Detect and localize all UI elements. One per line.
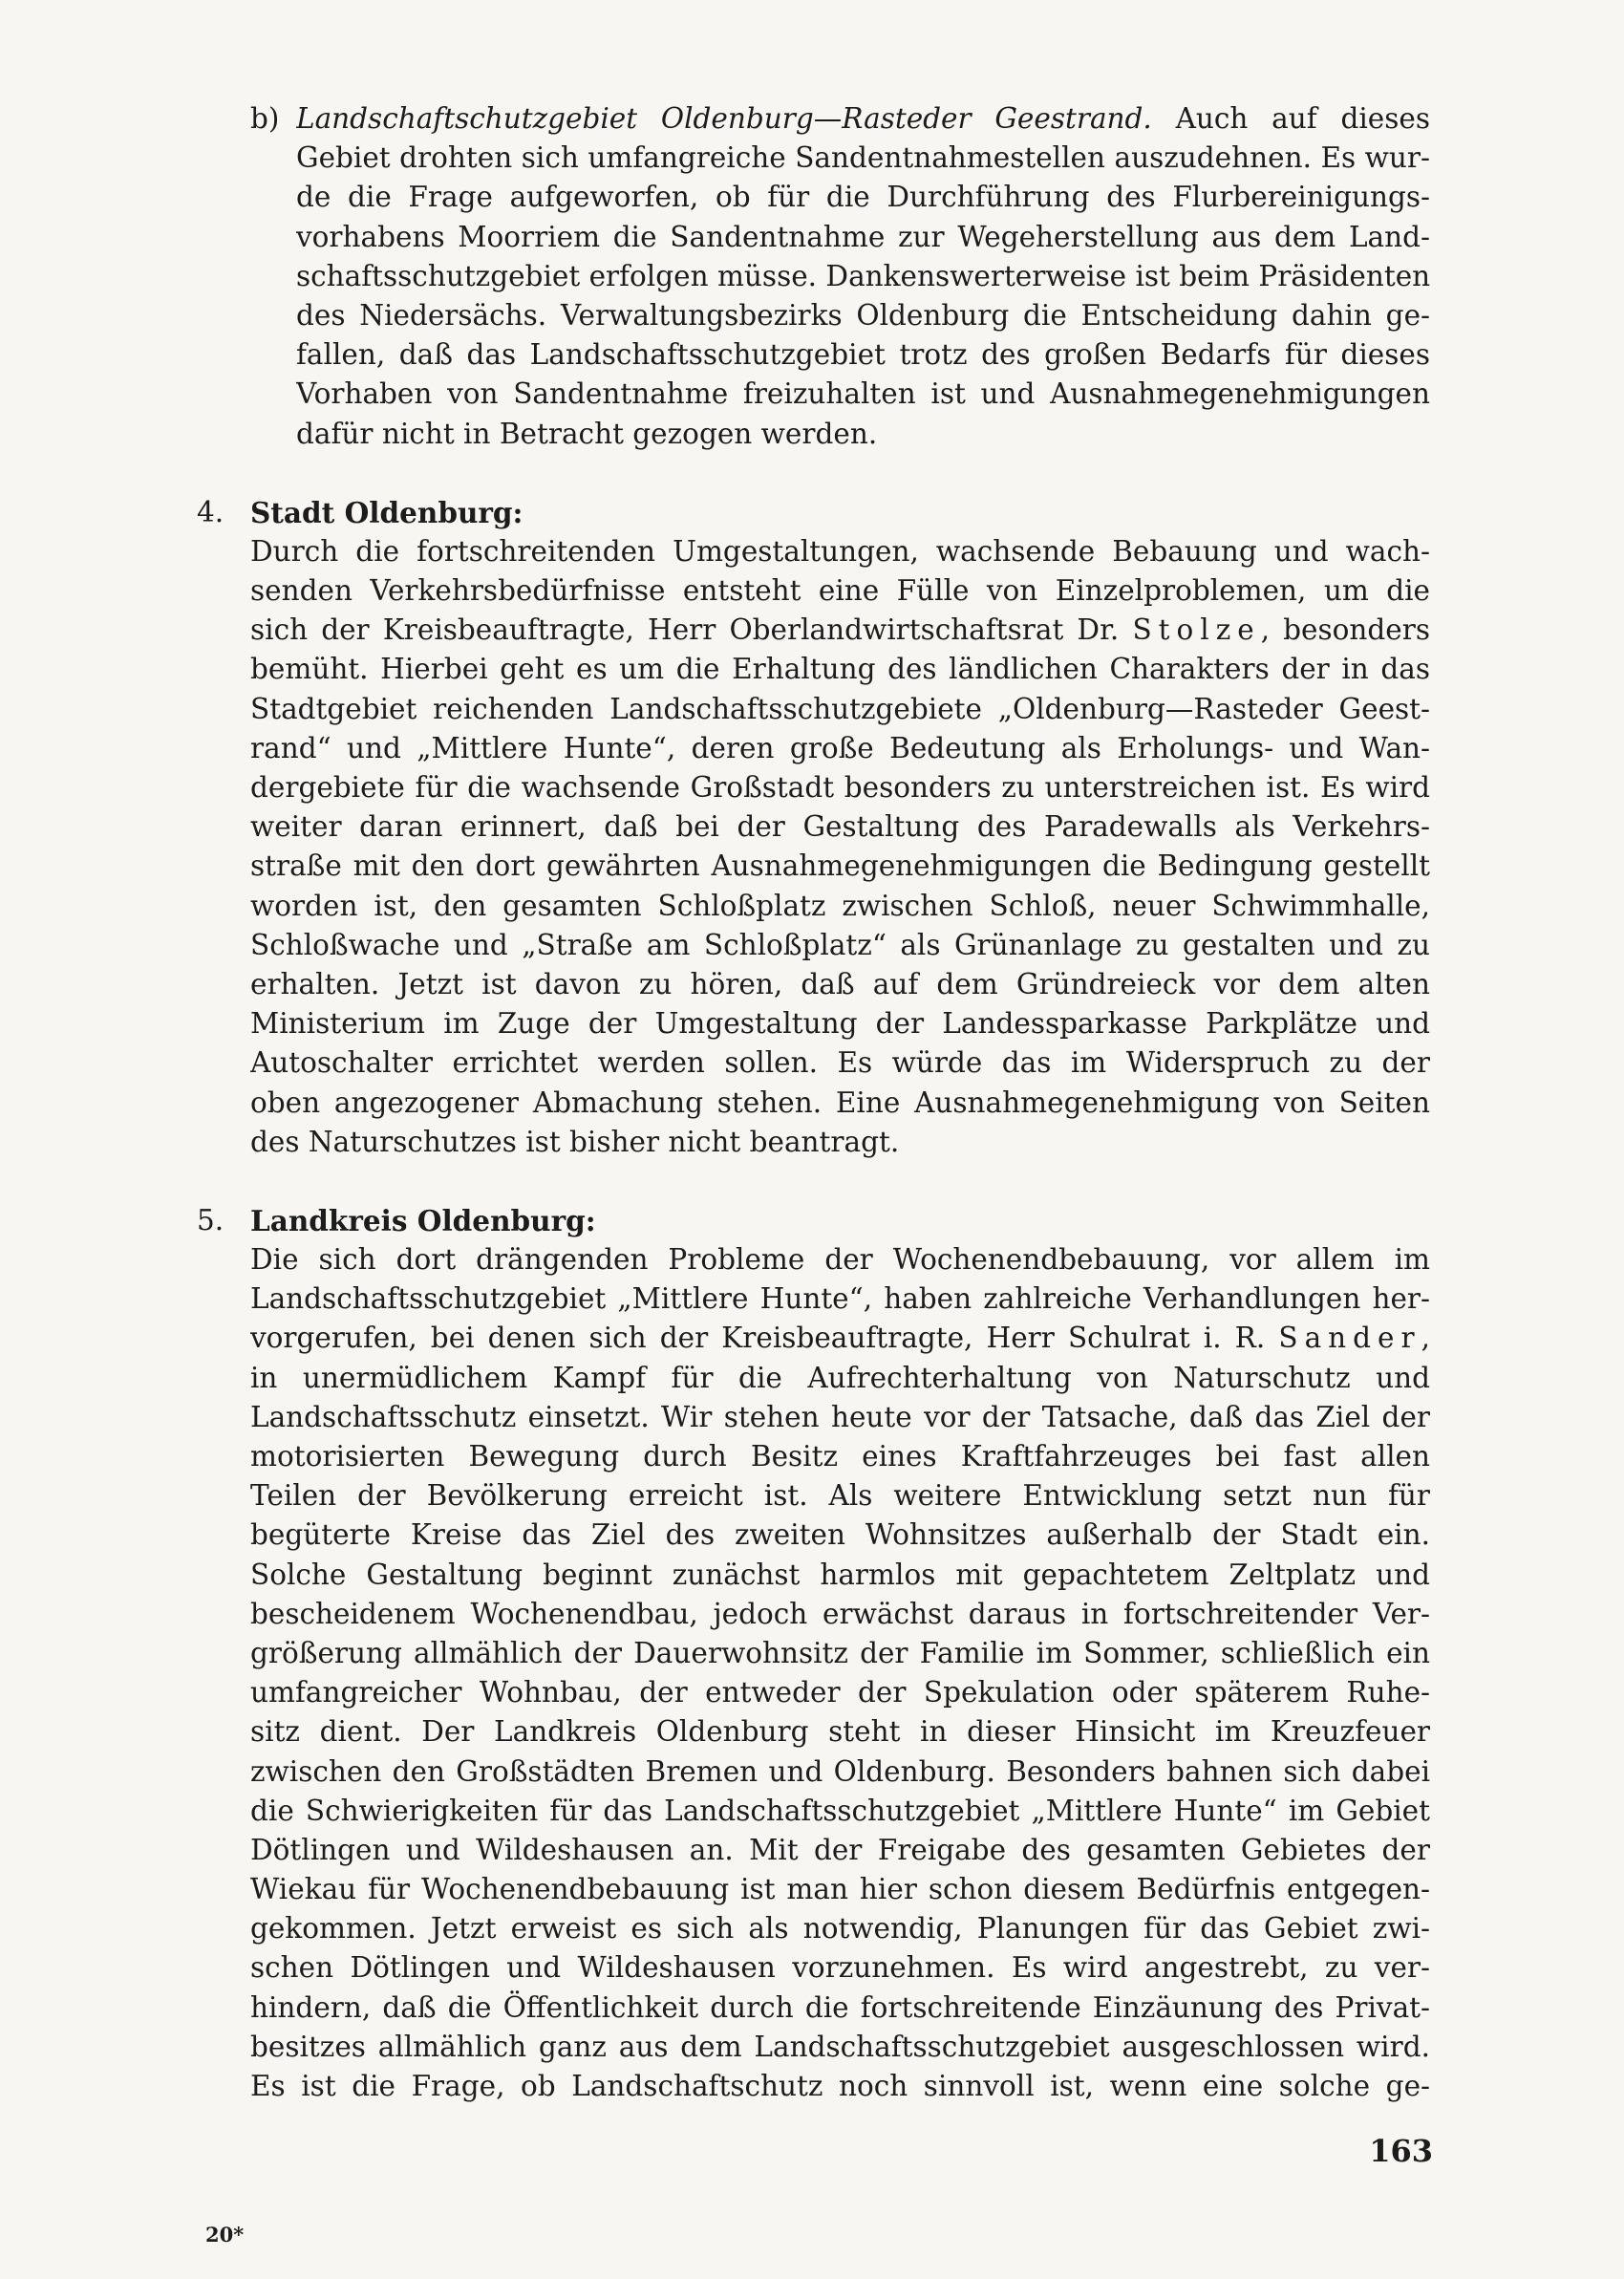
section-gap [250,1162,1430,1201]
person-name-stolze: Stolze [1132,613,1261,647]
text-line: Dötlingen und Wildeshausen an. Mit der Freigabe des gesamten Gebietes der [250,1833,1430,1866]
text-line: worden ist, den gesamten Schloßplatz zwischen Schloß, neuer Schwimmhalle, [250,889,1430,922]
section-4 [197,493,1430,1162]
text-line: de die Frage aufgeworfen, ob für die Durchführung des Flurbereinigungs- [296,181,1430,214]
section-5-line-before: vorgerufen, bei denen sich der Kreisbeauftragte, Herr Schulrat i. R. [250,1322,1266,1355]
text-line: hindern, daß die Öffentlichkeit durch die fortschreitende Einzäunung des Privat- [250,1990,1430,2024]
page-number: 163 [1369,2133,1433,2169]
text-line: Es ist die Frage, ob Landschaftschutz noch sinnvoll ist, wenn eine solche ge- [250,2070,1430,2102]
text-line: größerung allmählich der Dauerwohnsitz der Familie im Sommer, schließlich ein [250,1636,1430,1669]
section-4-line-before: sich der Kreisbeauftragte, Herr Oberlandwirtschaftsrat Dr. [250,613,1120,647]
text-line: Landschaftsschutz einsetzt. Wir stehen heute vor der Tatsache, daß das Ziel der [250,1400,1430,1433]
text-line: umfangreicher Wohnbau, der entweder der Spekulation oder späterem Ruhe- [250,1676,1430,1709]
text-line: schaftsschutzgebiet erfolgen müsse. Dankenswerterweise ist beim Präsidenten [296,259,1430,292]
text-line: Solche Gestaltung beginnt zunächst harmlos mit gepachtetem Zeltplatz und [250,1558,1430,1591]
person-name-sander: Sander [1278,1322,1421,1355]
text-line: Vorhaben von Sandentnahme freizuhalten ist und Ausnahmegenehmigungen [296,377,1430,411]
text-line: begüterte Kreise das Ziel des zweiten Wohnsitzes außerhalb der Stadt ein. [250,1518,1430,1552]
section-b-body [296,139,1430,454]
text-line: Stadtgebiet reichenden Landschaftsschutzgebiete „Oldenburg—Rasteder Geest- [250,692,1430,725]
text-line: Wiekau für Wochenendbebauung ist man hier schon diesem Bedürfnis entgegen- [250,1873,1430,1906]
section-4-line-after: , besonders [1260,613,1430,647]
text-line: sitz dient. Der Landkreis Oldenburg steht in dieser Hinsicht im Kreuzfeuer [250,1715,1430,1749]
text-line: dafür nicht in Betracht gezogen werden. [296,417,878,450]
text-line: Die sich dort drängenden Probleme der Wochenendbebauung, vor allem im [250,1243,1430,1277]
text-line: erhalten. Jetzt ist davon zu hören, daß auf dem Gründreieck vor dem alten [250,967,1430,1000]
section-5-body-b [250,1359,1430,2107]
text-line: Schloßwache und „Straße am Schloßplatz“ als Grünanlage zu gestalten und zu [250,928,1430,961]
section-b-first-line [296,99,1430,139]
section-b-first-line-rest: Auch auf dieses [1175,102,1430,135]
text-line: gekommen. Jetzt erweist es sich als notwendig, Planungen für das Gebiet zwi- [250,1912,1430,1946]
text-line: des Naturschutzes ist bisher nicht beantragt. [250,1125,900,1158]
text-line: weiter daran erinnert, daß bei der Gestaltung des Paradewalls als Verkehrs- [250,810,1430,844]
section-b [250,99,1430,454]
section-b-title: Landschaftschutzgebiet Oldenburg—Rasteder Geestrand. [296,102,1152,135]
text-line: die Schwierigkeiten für das Landschaftsschutzgebiet „Mittlere Hunte“ im Gebiet [250,1794,1430,1827]
section-4-marker: 4. [197,495,224,528]
section-5 [197,1201,1430,2106]
text-line: zwischen den Großstädten Bremen und Oldenburg. Besonders bahnen sich dabei [250,1754,1430,1788]
text-line: senden Verkehrsbedürfnisse entsteht eine Fülle von Einzelproblemen, um die [250,574,1430,608]
section-b-marker: b) [250,102,280,135]
text-line: Gebiet drohten sich umfangreiche Sandentnahmestellen auszudehnen. Es wur- [296,141,1430,175]
text-line: Autoschalter errichtet werden sollen. Es würde das im Widerspruch zu der [250,1046,1430,1080]
text-line: in unermüdlichem Kampf für die Aufrechterhaltung von Naturschutz und [250,1361,1430,1394]
text-line: Ministerium im Zuge der Umgestaltung der Landessparkasse Parkplätze und [250,1007,1430,1041]
text-line: des Niedersächs. Verwaltungsbezirks Oldenburg die Entscheidung dahin ge- [296,298,1430,332]
section-4-body-a [250,532,1430,611]
text-line: bemüht. Hierbei geht es um die Erhaltung des ländlichen Charakters der in das [250,653,1430,686]
section-5-heading: Landkreis Oldenburg: [250,1203,596,1237]
text-line: bescheidenem Wochenendbau, jedoch erwächst daraus in fortschreitender Ver- [250,1597,1430,1630]
section-5-line-with-name [250,1319,1430,1358]
section-5-line-after: , [1421,1322,1430,1355]
text-line: fallen, daß das Landschaftsschutzgebiet trotz des großen Bedarfs für dieses [296,338,1430,372]
text-line: besitzes allmählich ganz aus dem Landschaftsschutzgebiet ausgeschlossen wird. [250,2030,1430,2063]
text-line: oben angezogener Abmachung stehen. Eine Ausnahmegenehmigung von Seiten [250,1086,1430,1119]
text-line: Teilen der Bevölkerung erreicht ist. Als weitere Entwicklung setzt nun für [250,1479,1430,1513]
text-line: vorhabens Moorriem die Sandentnahme zur Wegeherstellung aus dem Land- [296,220,1430,253]
section-4-body-b [250,650,1430,1161]
text-line: rand“ und „Mittlere Hunte“, deren große Bedeutung als Erholungs- und Wan- [250,731,1430,764]
text-line: Durch die fortschreitenden Umgestaltungen, wachsende Bebauung und wach- [250,534,1430,568]
section-4-heading: Stadt Oldenburg: [250,495,524,529]
section-4-line-with-name [250,611,1430,650]
text-line: dergebiete für die wachsende Großstadt besonders zu unterstreichen ist. Es wird [250,771,1430,804]
section-5-body-a [250,1240,1430,1319]
section-gap [250,454,1430,493]
text-line: Landschaftsschutzgebiet „Mittlere Hunte“, haben zahlreiche Verhandlungen her- [250,1282,1430,1316]
text-line: straße mit den dort gewährten Ausnahmegenehmigungen die Bedingung gestellt [250,849,1430,883]
text-line: motorisierten Bewegung durch Besitz eines Kraftfahrzeuges bei fast allen [250,1440,1430,1473]
signature-mark: 20* [205,2223,245,2247]
section-5-marker: 5. [197,1203,224,1236]
document-page [197,99,1430,2106]
text-line: schen Dötlingen und Wildeshausen vorzunehmen. Es wird angestrebt, zu ver- [250,1951,1430,1985]
